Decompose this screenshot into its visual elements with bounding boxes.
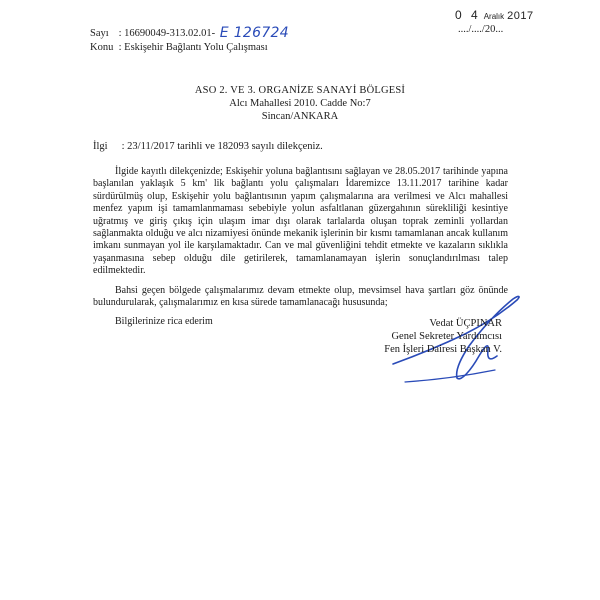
ilgi-value: : 23/11/2017 tarihli ve 182093 sayılı dilekçeniz. — [121, 141, 323, 152]
reference-number-line — [90, 25, 289, 41]
signatory-name: Vedat ÜÇPINAR — [429, 318, 502, 329]
received-date-stamp — [455, 8, 534, 22]
signatory-title-1: Genel Sekreter Yardımcısı — [391, 331, 502, 342]
konu-label: Konu — [90, 42, 114, 53]
stamp-year: 2017 — [507, 10, 534, 22]
konu-value: : Eskişehir Bağlantı Yolu Çalışması — [118, 42, 268, 53]
sayi-label: Sayı — [90, 28, 109, 39]
body-paragraph-1: İlgide kayıtlı dilekçenizde; Eskişehir yoluna bağlantısını sağlayan ve 28.05.2017 tarihinde yapına başlanılan yaklaşık 5 km' lik bağlantı yolu çalışmaları İdaremizce 13.11.2017 tarihine kadar sürdürülmüş olup, Eskişehir yolu bağlantısının yapım çalışmalarına ara verilmesi ve Alcı mahallesi menfez yapım işi tamamlanmaması sebebiyle yolun asfaltlanan güzergahının sürekliliği kesintiye uğratmış ve giriş çıkış için ulaşım imar dışı olarak tarlalarda oluşan toprak zeminli yollardan sağlanmakta olduğu ve alcı nizamiyesi önünde mekanik işlerinin bir kısmı tamamlanan ancak kullanım imkanı sunmayan yol ile karşılamaktadır. Can ve mal güvenliğini tehdit etmekte ve kazaların sıklıkla yaşanmasına sebep olduğu dile getirilerek, tamamlanamayan işlerin sonuçlandırılması talep edilmektedir. — [93, 166, 508, 277]
subject-line — [90, 42, 268, 53]
stamp-day: 0 4 — [455, 8, 481, 22]
stamp-month: Aralık — [483, 12, 505, 21]
date-placeholder: ..../..../20... — [458, 24, 504, 35]
sayi-value: : 16690049-313.02.01- — [118, 28, 216, 39]
reference-line — [93, 141, 323, 152]
addressee-city: Sincan/ANKARA — [261, 111, 339, 122]
addressee-name: ASO 2. VE 3. ORGANİZE SANAYİ BÖLGESİ — [194, 85, 406, 96]
closing-line: Bilgilerinize rica ederim — [115, 316, 213, 328]
addressee-street: Alcı Mahallesi 2010. Cadde No:7 — [229, 98, 371, 109]
ilgi-label: İlgi — [93, 141, 108, 152]
signatory-title-2: Fen İşleri Dairesi Başkan V. — [384, 344, 502, 355]
handwritten-document-number: E 126724 — [219, 25, 289, 41]
body-paragraph-2: Bahsi geçen bölgede çalışmalarımız devam etmekte olup, mevsimsel hava şartları göz önünde bulundurularak, çalışmalarımız en kısa sürede tamamlanacağı hususunda; — [93, 284, 508, 309]
